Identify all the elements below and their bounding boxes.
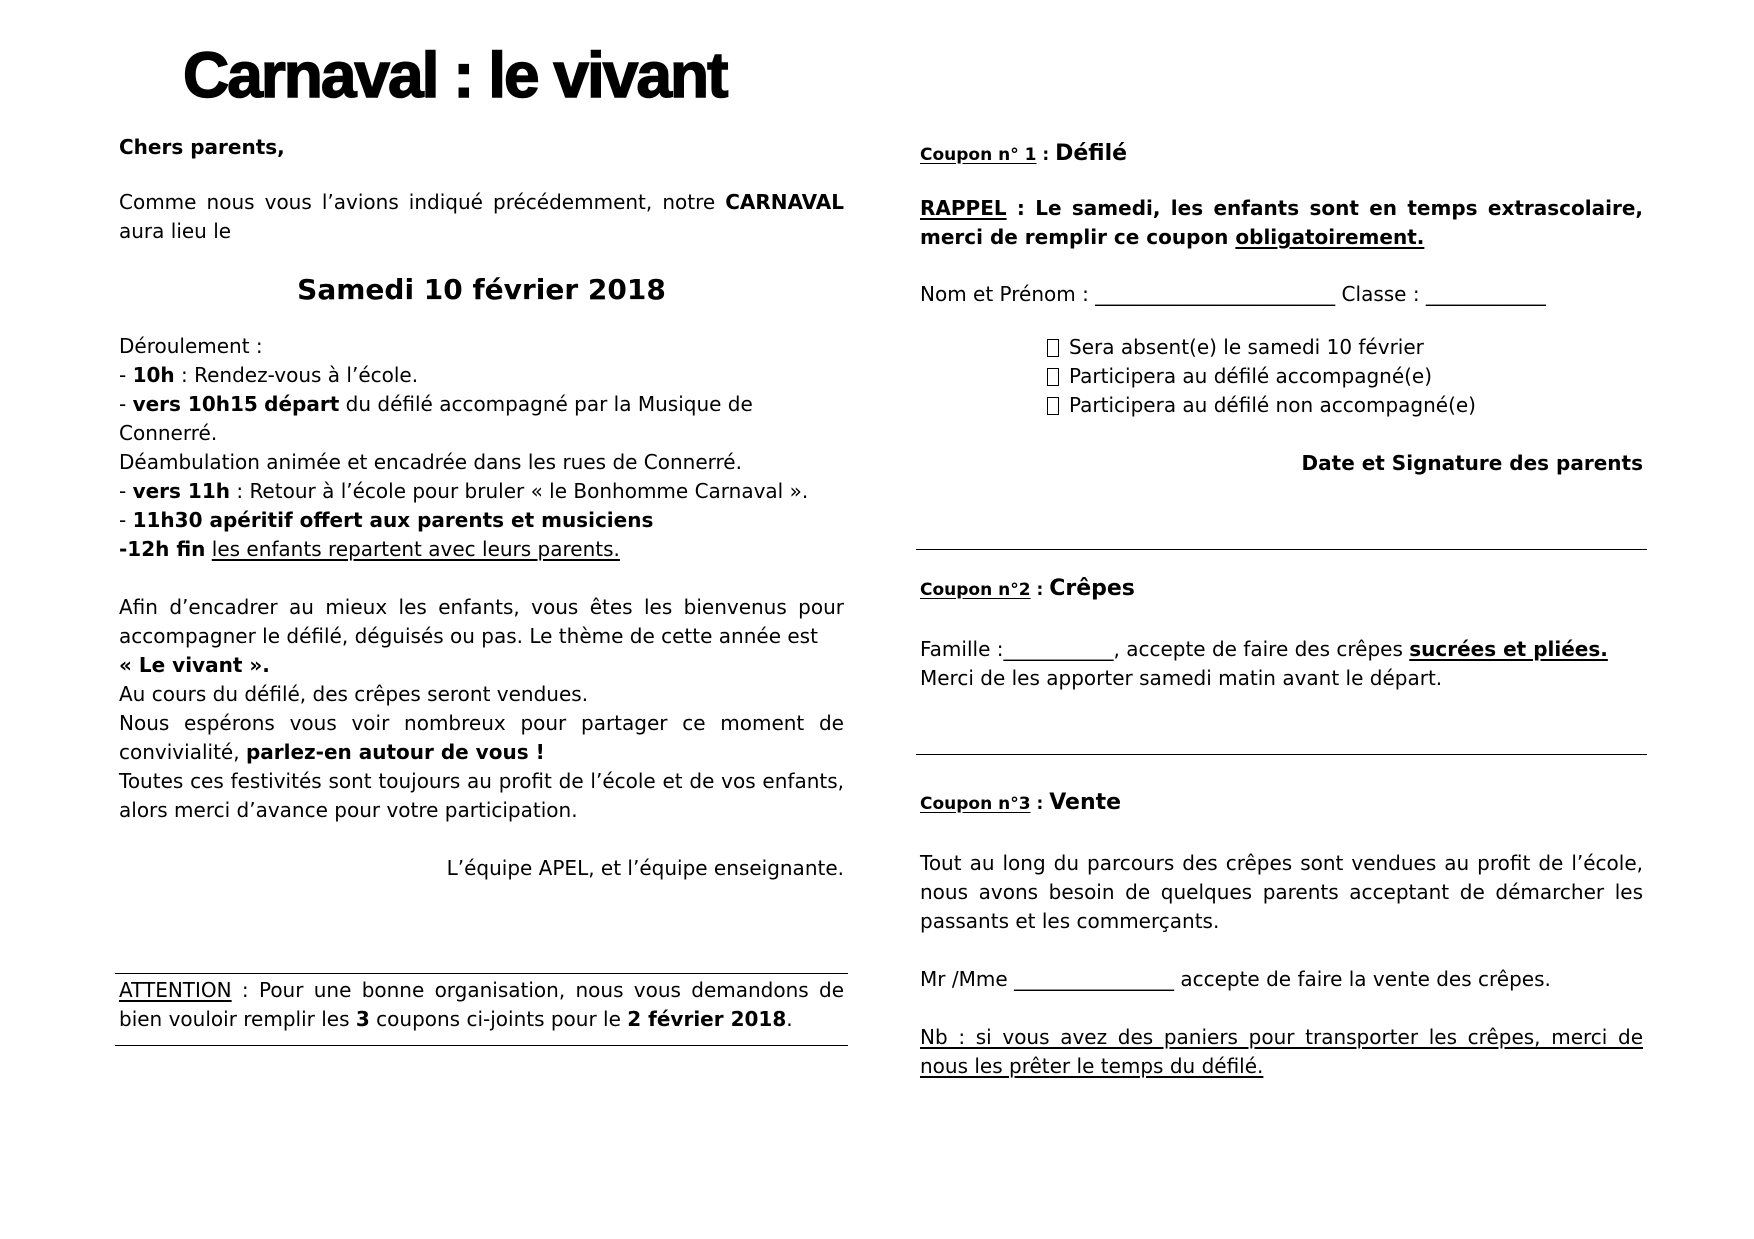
coupon-1-heading: Coupon n° 1 : Défilé [920,141,1128,166]
carnaval-word: CARNAVAL [725,190,844,214]
rappel-notice: RAPPEL : Le samedi, les enfants sont en temps extrascolaire, merci de remplir ce coupon obligatoirement. [920,196,1643,249]
sale-paragraph: Tout au long du parcours des crêpes sont vendues au profit de l’école, nous avons besoin de quelques parents acceptant de démarcher les passants et les commerçants. [920,851,1643,933]
schedule [119,332,844,564]
participation-options [1047,333,1643,420]
hope-paragraph: Nous espérons vous voir nombreux pour partager ce moment de convivialité, parlez-en autour de vous ! [119,711,844,764]
parent-signature: Date et Signature des parents [1301,451,1643,475]
schedule-item: - vers 11h : Retour à l’école pour bruler « le Bonhomme Carnaval ». [119,479,809,503]
seller-field[interactable]: Mr /Mme ________________ accepte de faire la vente des crêpes. [920,967,1551,991]
delivery-note: Merci de les apporter samedi matin avant le départ. [920,666,1443,690]
theme: « Le vivant ». [119,653,270,677]
coupon-2-heading: Coupon n°2 : Crêpes [920,576,1135,601]
divider [916,754,1647,755]
option-absent[interactable]: Sera absent(e) le samedi 10 février [1047,333,1643,362]
coupon-3 [920,788,1643,1081]
page-title: Carnaval : le vivant [183,39,727,111]
schedule-item: - vers 10h15 départ du défilé accompagné par la Musique de Connerré. [119,392,753,445]
checkbox[interactable] [1047,339,1059,357]
divider [115,973,848,974]
intro-paragraph: Comme nous vous l’avions indiqué précédemment, notre CARNAVAL aura lieu le [119,190,844,243]
letter-column [119,133,844,883]
letter-signature: L’équipe APEL, et l’équipe enseignante. [446,856,844,880]
family-field[interactable]: Famille :___________, accepte de faire des crêpes sucrées et pliées. [920,637,1608,661]
schedule-item: - 10h : Rendez-vous à l’école. [119,363,419,387]
option-not-accompanied[interactable]: Participera au défilé non accompagné(e) [1047,391,1643,420]
schedule-item: -12h fin les enfants repartent avec leurs parents. [119,537,620,561]
greeting: Chers parents, [119,135,285,159]
baskets-note: Nb : si vous avez des paniers pour transporter les crêpes, merci de nous les prêter le temps du défilé. [920,1025,1643,1078]
schedule-item: Déambulation animée et encadrée dans les rues de Connerré. [119,450,742,474]
schedule-item: - 11h30 apéritif offert aux parents et musiciens [119,508,654,532]
crepes-note: Au cours du défilé, des crêpes seront vendues. [119,682,589,706]
event-date: Samedi 10 février 2018 [297,273,666,306]
invitation-paragraph: Afin d’encadrer au mieux les enfants, vous êtes les bienvenus pour accompagner le défilé, déguisés ou pas. Le thème de cette année est [119,595,844,648]
divider [916,549,1647,550]
thanks-paragraph: Toutes ces festivités sont toujours au profit de l’école et de vos enfants, alors merci d’avance pour votre participation. [119,769,844,822]
invitation-text [119,593,844,825]
checkbox[interactable] [1047,397,1059,415]
attention-label: ATTENTION [119,978,232,1002]
divider [115,1045,848,1046]
schedule-heading: Déroulement : [119,334,263,358]
attention-notice: ATTENTION : Pour une bonne organisation, nous vous demandons de bien vouloir remplir les 3 coupons ci-joints pour le 2 février 2018. [119,978,844,1031]
checkbox[interactable] [1047,368,1059,386]
name-class-field[interactable]: Nom et Prénom : ________________________ Classe : ____________ [920,282,1546,306]
coupon-3-heading: Coupon n°3 : Vente [920,790,1122,815]
coupon-1 [920,139,1643,478]
option-accompanied[interactable]: Participera au défilé accompagné(e) [1047,362,1643,391]
coupon-2 [920,574,1643,693]
